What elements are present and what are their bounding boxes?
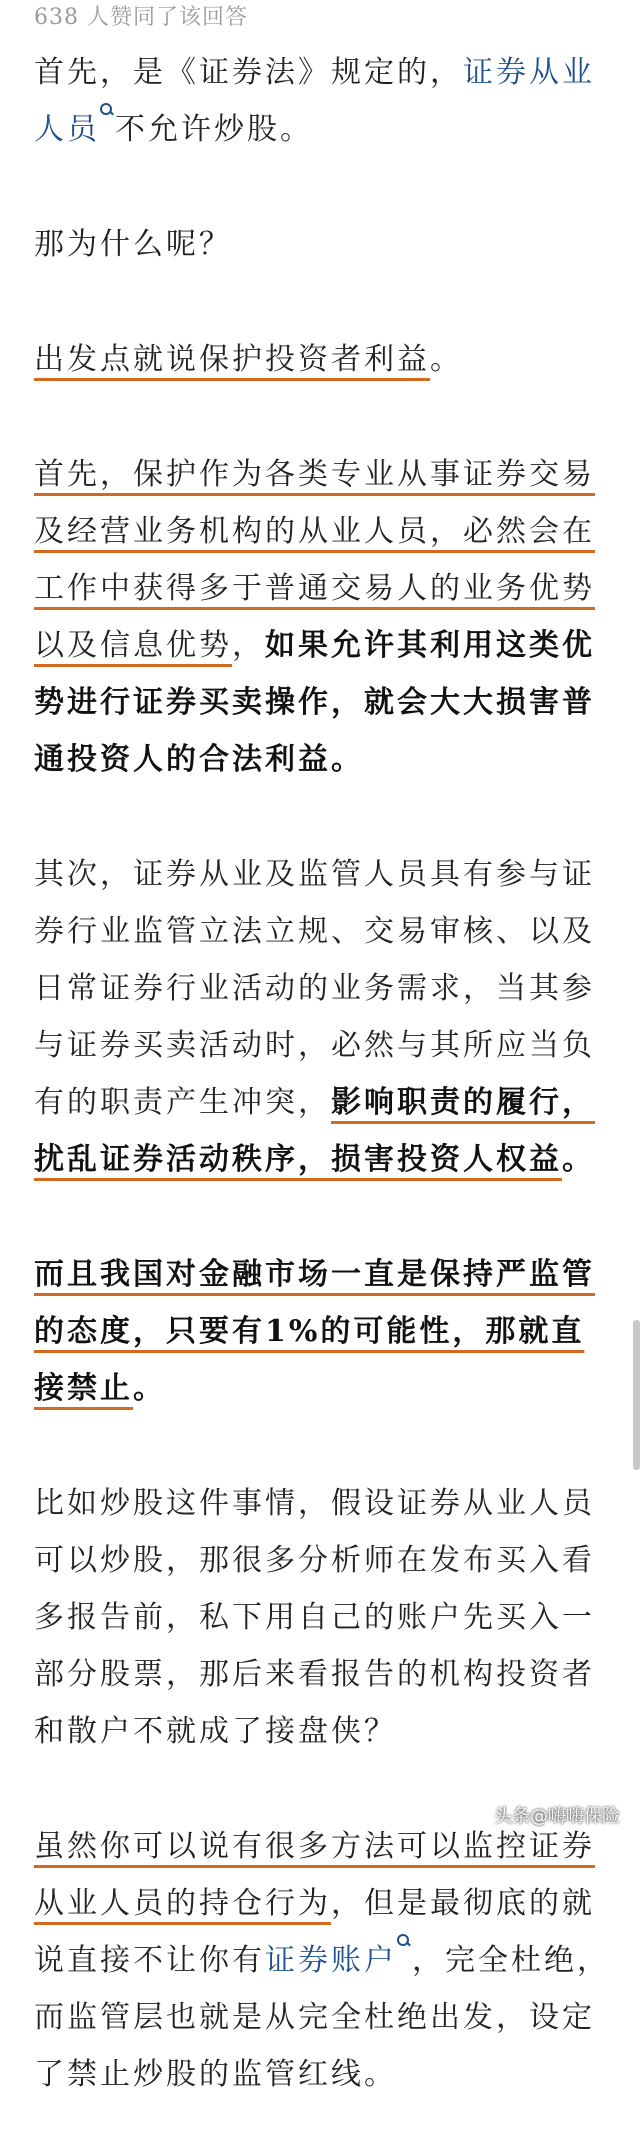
- p1-text: 首先，是《证券法》规定的，: [34, 55, 463, 90]
- p4-underlined: 首先，保护作为各类专业从事证券交易及经营业务机构的从业人员，必然会在工作中获得多于普通交易人的业务优势以及信息优势: [34, 457, 595, 663]
- answer-body: [34, 44, 614, 2155]
- link-securities-account[interactable]: 证券账户: [265, 1943, 397, 1978]
- p4-bold: 如果允许其利用这类优势进行证券买卖操作，就会大大损害普通投资人的合法利益。: [34, 628, 595, 777]
- paragraph-4: [34, 446, 614, 788]
- search-icon[interactable]: [397, 1934, 410, 1947]
- p3-end: 。: [430, 342, 463, 377]
- paragraph-5: [34, 846, 614, 1188]
- p7-text: 比如炒股这件事情，假设证券从业人员可以炒股，那很多分析师在发布买入看多报告前，私下用自己的账户先买入一部分股票，那后来看报告的机构投资者和散户不就成了接盘侠？: [34, 1486, 595, 1749]
- paragraph-3: [34, 331, 614, 388]
- p8-text: ，但是最彻底的就说直接不让你有: [34, 1886, 595, 1978]
- p6-bold-underlined: 而且我国对金融市场一直是保持严监管的态度，只要有1%的可能性，那就直接禁止: [34, 1257, 595, 1406]
- watermark: 头条@嗨嗨保险: [494, 1806, 620, 1827]
- paragraph-6: [34, 1246, 614, 1417]
- p6-end: 。: [133, 1371, 166, 1406]
- paragraph-2: [34, 216, 614, 273]
- p5-end: 。: [562, 1142, 595, 1177]
- p4-comma: ，: [232, 628, 265, 663]
- scrollbar[interactable]: [633, 1320, 640, 1470]
- p8-underlined: 虽然你可以说有很多方法可以监控证券从业人员的持仓行为: [34, 1829, 595, 1921]
- paragraph-1: [34, 44, 614, 158]
- likes-count: 638 人赞同了该回答: [34, 5, 248, 30]
- p5-text: 其次，证券从业及监管人员具有参与证券行业监管立法立规、交易审核、以及日常证券行业活动的业务需求，当其参与证券买卖活动时，必然与其所应当负有的职责产生冲突，: [34, 857, 595, 1120]
- p2-text: 那为什么呢？: [34, 227, 232, 262]
- search-icon[interactable]: [100, 103, 113, 116]
- paragraph-7: [34, 1475, 614, 1760]
- link-securities-practitioner[interactable]: 证券从业人员: [34, 55, 595, 147]
- paragraph-8: [34, 1818, 614, 2103]
- p1-text-end: 不允许炒股。: [115, 112, 313, 147]
- top-bar: [0, 0, 640, 34]
- p3-underlined: 出发点就说保护投资者利益: [34, 342, 430, 377]
- p8-text-end: ，完全杜绝，而监管层也就是从完全杜绝出发，设定了禁止炒股的监管红线。: [34, 1943, 610, 2092]
- p5-bold-underlined: 影响职责的履行，扰乱证券活动秩序，损害投资人权益: [34, 1085, 595, 1177]
